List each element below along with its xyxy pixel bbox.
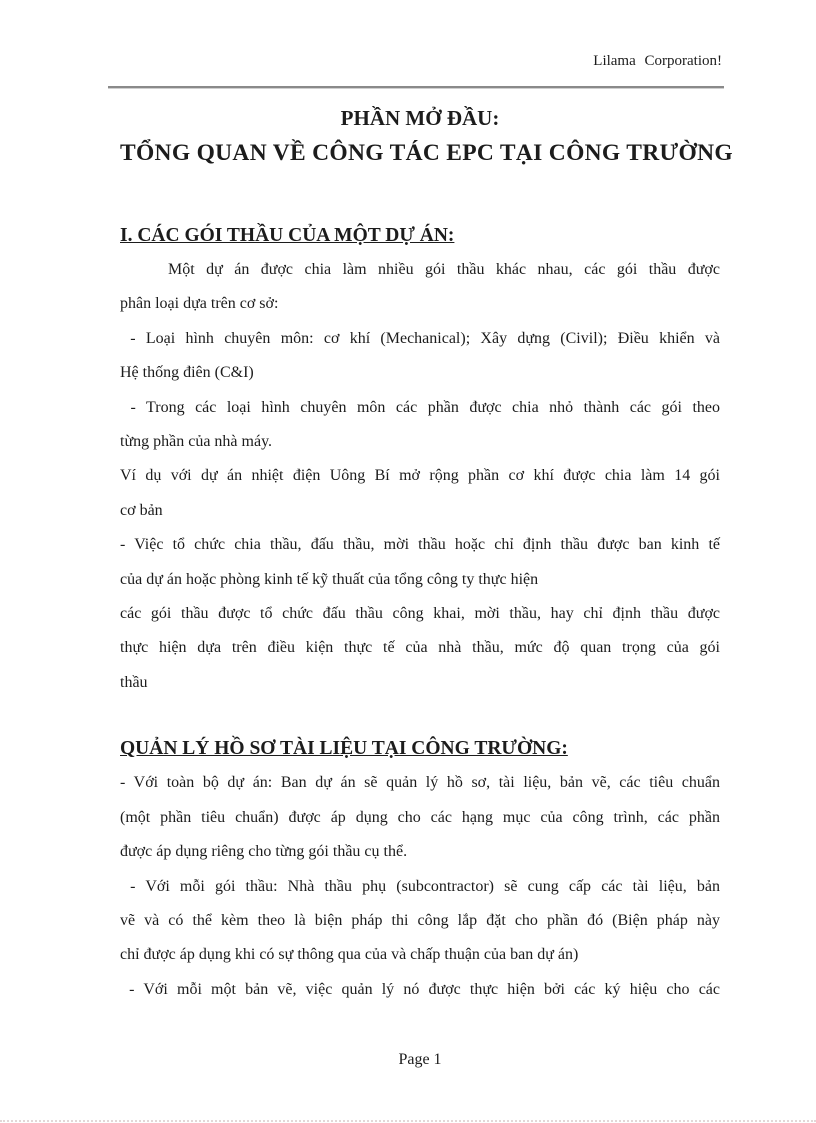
body-line: các gói thầu được tổ chức đấu thầu công khai, mời thầu, hay chỉ định thầu được — [120, 605, 720, 623]
section-heading: I. CÁC GÓI THẦU CỦA MỘT DỰ ÁN: — [120, 225, 455, 246]
body-line: từng phần của nhà máy. — [120, 433, 273, 451]
body-line: - Với mỗi gói thầu: Nhà thầu phụ (subcontractor) sẽ cung cấp các tài liệu, bản — [120, 877, 720, 895]
document-section — [120, 221, 720, 700]
body-line: thực hiện dựa trên điều kiện thực tế của nhà thầu, mức độ quan trọng của gói — [120, 639, 720, 657]
body-line: - Trong các loại hình chuyên môn các phần được chia nhỏ thành các gói theo — [120, 398, 720, 416]
body-line: - Với mỗi một bản vẽ, việc quản lý nó được thực hiện bởi các ký hiệu cho các — [120, 980, 721, 998]
document-sections — [120, 221, 720, 1007]
document-section — [120, 734, 720, 1007]
body-line: Một dự án được chia làm nhiều gói thầu khác nhau, các gói thầu được — [168, 261, 720, 278]
body-line: (một phần tiêu chuẩn) được áp dụng cho các hạng mục của công trình, các phần — [120, 808, 720, 826]
body-line: thầu — [120, 673, 148, 691]
document-title-line-1: PHẦN MỞ ĐẦU: — [340, 106, 500, 130]
body-line: - Việc tổ chức chia thầu, đấu thầu, mời thầu hoặc chỉ định thầu được ban kinh tế — [120, 536, 720, 554]
header-rule-divider — [108, 86, 724, 88]
body-line: của dự án hoặc phòng kinh tế kỹ thuất của tổng công ty thực hiện — [120, 570, 539, 588]
body-line: cơ bản — [120, 501, 163, 519]
document-title-line-2: TỔNG QUAN VỀ CÔNG TÁC EPC TẠI CÔNG TRƯỜNG — [120, 140, 733, 166]
body-line: - Loại hình chuyên môn: cơ khí (Mechanical); Xây dựng (Civil); Điều khiển và — [120, 329, 721, 347]
body-line: - Với toàn bộ dự án: Ban dự án sẽ quản lý hồ sơ, tài liệu, bản vẽ, các tiêu chuẩn — [120, 774, 720, 792]
page-number: Page 1 — [398, 1051, 442, 1068]
section-heading: QUẢN LÝ HỒ SƠ TÀI LIỆU TẠI CÔNG TRƯỜNG: — [120, 738, 568, 760]
header-company: Lilama Corporation! — [593, 53, 722, 69]
body-line: Hệ thống điên (C&I) — [120, 364, 254, 382]
document-body — [120, 103, 733, 1007]
body-line: phân loại dựa trên cơ sở: — [120, 295, 279, 313]
page-break-divider — [0, 1120, 816, 1122]
body-line: chỉ được áp dụng khi có sự thông qua của và chấp thuận của ban dự án) — [120, 946, 579, 964]
body-line: Ví dụ với dự án nhiệt điện Uông Bí mở rộng phần cơ khí được chia làm 14 gói — [120, 467, 720, 485]
body-line: vẽ và có thể kèm theo là biện pháp thi công lắp đặt cho phần đó (Biện pháp này — [120, 911, 720, 929]
body-line: được áp dụng riêng cho từng gói thầu cụ thể. — [120, 843, 408, 861]
